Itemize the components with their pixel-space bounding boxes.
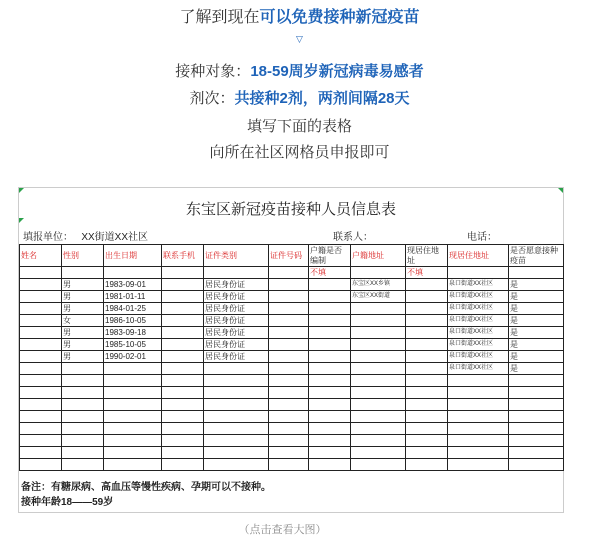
table-cell bbox=[204, 375, 269, 387]
table-cell bbox=[162, 447, 204, 459]
table-cell bbox=[351, 315, 406, 327]
table-cell bbox=[406, 303, 448, 315]
table-cell bbox=[62, 423, 104, 435]
table-cell bbox=[406, 363, 448, 375]
form-contact-label: 联系人： bbox=[333, 232, 373, 243]
table-cell bbox=[406, 435, 448, 447]
table-cell bbox=[269, 435, 309, 447]
table-cell bbox=[162, 423, 204, 435]
table-cell bbox=[269, 411, 309, 423]
intro-line-3-prefix: 接种对象： bbox=[175, 63, 251, 80]
intro-line-4 bbox=[0, 87, 599, 108]
view-large-image-link[interactable]: （点击查看大图） bbox=[238, 524, 327, 536]
table-cell bbox=[20, 435, 62, 447]
table-cell: 女 bbox=[62, 315, 104, 327]
table-cell bbox=[20, 327, 62, 339]
table-cell bbox=[269, 375, 309, 387]
intro-line-3-highlight: 18-59周岁新冠病毒易感者 bbox=[250, 63, 424, 80]
table-cell bbox=[448, 399, 509, 411]
table-cell: 男 bbox=[62, 303, 104, 315]
table-cell bbox=[269, 327, 309, 339]
table-cell bbox=[509, 375, 564, 387]
table-cell bbox=[269, 387, 309, 399]
table-cell: 1983-09-18 bbox=[104, 327, 162, 339]
table-cell bbox=[20, 411, 62, 423]
table-cell bbox=[104, 447, 162, 459]
table-cell: 泉口街道XX社区 bbox=[448, 363, 509, 375]
table-cell bbox=[351, 411, 406, 423]
table-cell bbox=[309, 327, 351, 339]
table-cell bbox=[104, 267, 162, 279]
table-cell bbox=[406, 387, 448, 399]
table-cell bbox=[406, 423, 448, 435]
table-cell bbox=[162, 387, 204, 399]
table-cell bbox=[62, 387, 104, 399]
table-row-empty bbox=[20, 435, 564, 447]
form-phone-label: 电话： bbox=[467, 232, 497, 243]
table-cell bbox=[162, 291, 204, 303]
table-cell bbox=[20, 363, 62, 375]
table-cell bbox=[269, 267, 309, 279]
table-cell bbox=[62, 411, 104, 423]
table-cell bbox=[20, 387, 62, 399]
table-cell bbox=[162, 327, 204, 339]
table-cell bbox=[351, 399, 406, 411]
table-cell bbox=[162, 315, 204, 327]
intro-line-4-prefix: 剂次： bbox=[189, 90, 235, 107]
table-cell: 是 bbox=[509, 363, 564, 375]
intro-line-1 bbox=[0, 4, 599, 27]
table-cell: 不填 bbox=[309, 267, 351, 279]
table-row bbox=[20, 279, 564, 291]
table-cell bbox=[351, 303, 406, 315]
table-cell: 泉口街道XX社区 bbox=[448, 351, 509, 363]
table-cell bbox=[309, 279, 351, 291]
table-cell: 1986-10-05 bbox=[104, 315, 162, 327]
table-cell bbox=[62, 267, 104, 279]
table-cell bbox=[204, 363, 269, 375]
table-cell bbox=[509, 387, 564, 399]
form-note bbox=[21, 480, 271, 510]
table-cell bbox=[351, 363, 406, 375]
table-cell bbox=[509, 399, 564, 411]
table-cell bbox=[351, 435, 406, 447]
table-cell bbox=[351, 423, 406, 435]
table-cell bbox=[351, 387, 406, 399]
table-cell bbox=[351, 339, 406, 351]
table-cell bbox=[204, 387, 269, 399]
table-row-empty bbox=[20, 399, 564, 411]
table-cell bbox=[104, 375, 162, 387]
column-header: 性别 bbox=[62, 245, 104, 267]
table-cell bbox=[62, 459, 104, 471]
table-cell: 泉口街道XX社区 bbox=[448, 303, 509, 315]
table-cell bbox=[269, 303, 309, 315]
table-cell bbox=[406, 447, 448, 459]
table-cell: 居民身份证 bbox=[204, 279, 269, 291]
table-cell: 居民身份证 bbox=[204, 339, 269, 351]
table-row-empty bbox=[20, 375, 564, 387]
table-row bbox=[20, 339, 564, 351]
intro-line-1-highlight: 可以免费接种新冠疫苗 bbox=[259, 9, 420, 26]
table-cell: 1984-01-25 bbox=[104, 303, 162, 315]
intro-line-1-prefix: 了解到现在 bbox=[179, 9, 260, 26]
table-cell bbox=[269, 363, 309, 375]
table-cell bbox=[204, 267, 269, 279]
table-cell bbox=[162, 279, 204, 291]
table-cell bbox=[406, 459, 448, 471]
table-header bbox=[20, 245, 564, 267]
table-cell bbox=[269, 459, 309, 471]
table-cell bbox=[20, 303, 62, 315]
table-cell bbox=[62, 363, 104, 375]
form-image[interactable] bbox=[18, 187, 564, 513]
table-row-empty bbox=[20, 459, 564, 471]
corner-marker-icon bbox=[558, 188, 563, 193]
table-cell bbox=[509, 423, 564, 435]
table-cell bbox=[448, 435, 509, 447]
table-cell bbox=[162, 339, 204, 351]
table-cell bbox=[162, 459, 204, 471]
table-cell bbox=[448, 459, 509, 471]
column-header: 联系手机 bbox=[162, 245, 204, 267]
column-header: 是否愿意接种疫苗 bbox=[509, 245, 564, 267]
table-cell bbox=[269, 279, 309, 291]
table-cell: 泉口街道XX社区 bbox=[448, 279, 509, 291]
table-cell bbox=[509, 411, 564, 423]
table-cell bbox=[509, 267, 564, 279]
column-header: 现居住地址 bbox=[448, 245, 509, 267]
table-cell: 男 bbox=[62, 339, 104, 351]
table-cell bbox=[20, 315, 62, 327]
form-unit bbox=[23, 228, 148, 243]
column-header: 证件号码 bbox=[269, 245, 309, 267]
table-cell bbox=[269, 315, 309, 327]
table-cell bbox=[269, 351, 309, 363]
table-cell: 男 bbox=[62, 351, 104, 363]
table-row-empty bbox=[20, 411, 564, 423]
table-cell bbox=[104, 435, 162, 447]
table-cell bbox=[309, 399, 351, 411]
table-cell bbox=[162, 267, 204, 279]
table-row bbox=[20, 303, 564, 315]
table-cell bbox=[204, 447, 269, 459]
table-cell: 1983-09-01 bbox=[104, 279, 162, 291]
table-cell bbox=[448, 267, 509, 279]
table-cell: 泉口街道XX社区 bbox=[448, 339, 509, 351]
table-cell bbox=[104, 399, 162, 411]
table-cell bbox=[309, 459, 351, 471]
table-row-empty bbox=[20, 423, 564, 435]
table-cell: 泉口街道XX社区 bbox=[448, 315, 509, 327]
table-cell: 是 bbox=[509, 315, 564, 327]
table-cell bbox=[162, 351, 204, 363]
table-cell bbox=[309, 363, 351, 375]
table-cell: 是 bbox=[509, 291, 564, 303]
form-unit-value: XX街道XX社区 bbox=[81, 232, 149, 243]
table-cell bbox=[20, 447, 62, 459]
table-cell: 是 bbox=[509, 303, 564, 315]
table-cell: 东宝区XX乡镇 bbox=[351, 279, 406, 291]
table-cell: 泉口街道XX社区 bbox=[448, 327, 509, 339]
info-table bbox=[19, 244, 564, 471]
table-cell: 是 bbox=[509, 351, 564, 363]
table-cell bbox=[104, 363, 162, 375]
table-cell: 居民身份证 bbox=[204, 315, 269, 327]
table-cell bbox=[448, 447, 509, 459]
table-sub-header bbox=[20, 267, 564, 279]
table-cell bbox=[406, 327, 448, 339]
table-cell bbox=[351, 267, 406, 279]
table-cell bbox=[204, 459, 269, 471]
table-cell: 1985-10-05 bbox=[104, 339, 162, 351]
form-unit-label: 填报单位： bbox=[23, 232, 73, 243]
intro-line-4-highlight: 共接种2剂，两剂间隔28天 bbox=[234, 90, 410, 107]
table-cell: 泉口街道XX社区 bbox=[448, 291, 509, 303]
table-cell: 居民身份证 bbox=[204, 303, 269, 315]
table-cell bbox=[406, 339, 448, 351]
table-cell bbox=[20, 279, 62, 291]
table-cell bbox=[204, 411, 269, 423]
table-cell bbox=[448, 375, 509, 387]
table-cell bbox=[406, 399, 448, 411]
table-row bbox=[20, 351, 564, 363]
table-cell bbox=[509, 459, 564, 471]
table-cell bbox=[104, 387, 162, 399]
table-cell: 居民身份证 bbox=[204, 327, 269, 339]
table-cell bbox=[20, 423, 62, 435]
table-cell bbox=[162, 375, 204, 387]
table-cell bbox=[406, 279, 448, 291]
table-cell: 居民身份证 bbox=[204, 291, 269, 303]
intro-line-5: 填写下面的表格 bbox=[246, 118, 352, 135]
column-header: 现居住地址 bbox=[406, 245, 448, 267]
intro-line-6: 向所在社区网格员申报即可 bbox=[209, 144, 390, 161]
table-row bbox=[20, 363, 564, 375]
table-row bbox=[20, 327, 564, 339]
table-cell bbox=[269, 423, 309, 435]
table-cell bbox=[20, 351, 62, 363]
table-cell bbox=[309, 375, 351, 387]
table-row-empty bbox=[20, 447, 564, 459]
table-cell bbox=[509, 447, 564, 459]
table-cell bbox=[204, 399, 269, 411]
table-cell bbox=[269, 399, 309, 411]
table-row bbox=[20, 291, 564, 303]
column-header: 姓名 bbox=[20, 245, 62, 267]
form-title: 东宝区新冠疫苗接种人员信息表 bbox=[185, 201, 396, 218]
table-cell bbox=[309, 303, 351, 315]
table-cell bbox=[20, 339, 62, 351]
table-cell: 是 bbox=[509, 279, 564, 291]
table-cell bbox=[406, 375, 448, 387]
table-cell bbox=[351, 447, 406, 459]
table-cell bbox=[162, 363, 204, 375]
table-cell bbox=[104, 411, 162, 423]
table-cell bbox=[309, 339, 351, 351]
table-cell bbox=[309, 351, 351, 363]
table-cell bbox=[269, 447, 309, 459]
table-cell bbox=[162, 411, 204, 423]
table-cell bbox=[62, 447, 104, 459]
table-cell bbox=[351, 375, 406, 387]
table-cell: 男 bbox=[62, 291, 104, 303]
table-cell bbox=[309, 447, 351, 459]
table-cell bbox=[448, 411, 509, 423]
table-cell bbox=[309, 435, 351, 447]
column-header: 户籍地址 bbox=[351, 245, 406, 267]
table-cell bbox=[162, 399, 204, 411]
table-cell: 1981-01-11 bbox=[104, 291, 162, 303]
table-cell bbox=[269, 291, 309, 303]
column-header: 户籍是否编制 bbox=[309, 245, 351, 267]
table-cell bbox=[104, 423, 162, 435]
table-cell bbox=[351, 459, 406, 471]
table-cell bbox=[269, 339, 309, 351]
column-header: 出生日期 bbox=[104, 245, 162, 267]
table-cell: 东宝区XX街道 bbox=[351, 291, 406, 303]
table-cell bbox=[448, 423, 509, 435]
table-cell bbox=[162, 435, 204, 447]
table-cell bbox=[20, 399, 62, 411]
table-cell: 不填 bbox=[406, 267, 448, 279]
note-line-1: 备注：有糖尿病、高血压等慢性疾病、孕期可以不接种。 bbox=[21, 482, 271, 493]
table-cell bbox=[309, 291, 351, 303]
table-cell bbox=[406, 315, 448, 327]
table-cell bbox=[351, 327, 406, 339]
table-cell bbox=[62, 435, 104, 447]
table-cell bbox=[20, 267, 62, 279]
triangle-icon: ▽ bbox=[296, 34, 303, 44]
table-cell bbox=[351, 351, 406, 363]
table-cell bbox=[20, 375, 62, 387]
table-row-empty bbox=[20, 387, 564, 399]
table-cell bbox=[62, 375, 104, 387]
table-cell bbox=[309, 387, 351, 399]
table-cell: 是 bbox=[509, 339, 564, 351]
column-header: 证件类别 bbox=[204, 245, 269, 267]
table-cell bbox=[204, 435, 269, 447]
intro-line-3 bbox=[0, 60, 599, 81]
table-cell bbox=[204, 423, 269, 435]
table-cell: 男 bbox=[62, 279, 104, 291]
table-cell bbox=[309, 315, 351, 327]
table-cell bbox=[162, 303, 204, 315]
table-cell bbox=[309, 411, 351, 423]
table-cell: 1990-02-01 bbox=[104, 351, 162, 363]
table-cell bbox=[309, 423, 351, 435]
table-cell bbox=[20, 459, 62, 471]
corner-marker-icon bbox=[19, 188, 24, 193]
table-cell bbox=[104, 459, 162, 471]
note-line-2: 接种年龄18——59岁 bbox=[21, 497, 114, 508]
table-cell: 是 bbox=[509, 327, 564, 339]
table-cell: 男 bbox=[62, 327, 104, 339]
table-row bbox=[20, 315, 564, 327]
table-cell bbox=[509, 435, 564, 447]
table-cell bbox=[406, 291, 448, 303]
table-cell bbox=[406, 351, 448, 363]
table-cell: 居民身份证 bbox=[204, 351, 269, 363]
table-cell bbox=[406, 411, 448, 423]
table-cell bbox=[448, 387, 509, 399]
table-cell bbox=[20, 291, 62, 303]
table-cell bbox=[62, 399, 104, 411]
